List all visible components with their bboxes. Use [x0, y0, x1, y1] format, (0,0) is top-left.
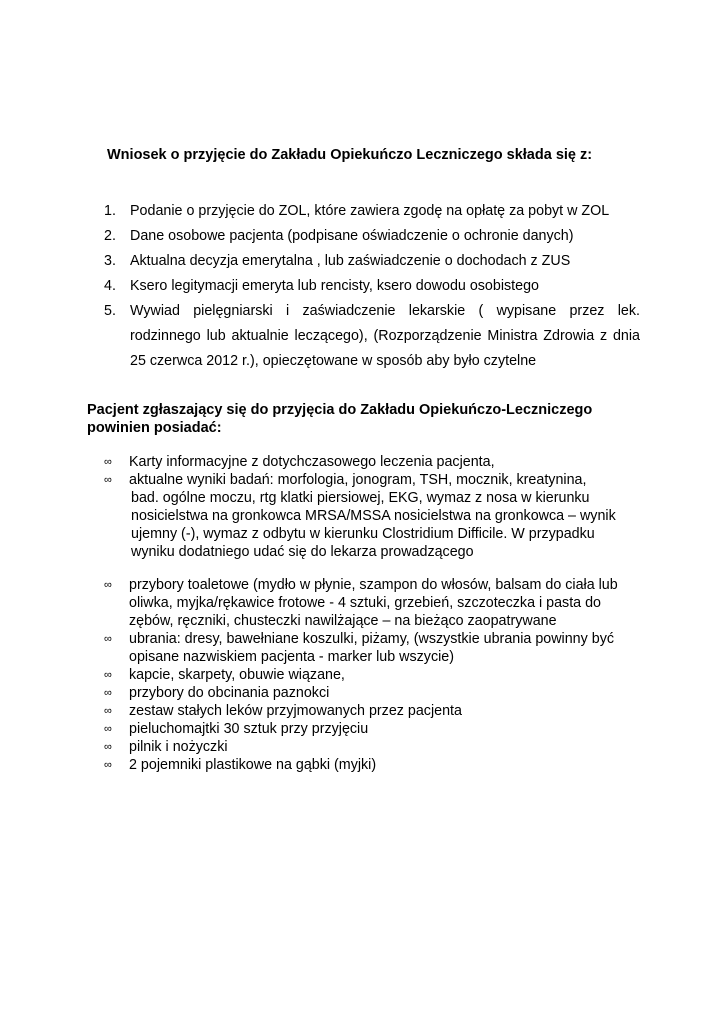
item-number: 5. [104, 303, 116, 319]
item-text-line: Wywiad pielęgniarski i zaświadczenie lekarskie ( wypisane przez lek. [130, 303, 640, 319]
section-title: Pacjent zgłaszający się do przyjęcia do Zakładu Opiekuńczo-Leczniczego powinien posiadać: [87, 402, 593, 436]
list-item [104, 702, 644, 720]
infinity-bullet-icon: ∞ [104, 669, 112, 681]
item-text: 2 pojemniki plastikowe na gąbki (myjki) [129, 757, 377, 773]
infinity-bullet-icon: ∞ [104, 759, 112, 771]
infinity-bullet-icon: ∞ [104, 687, 112, 699]
infinity-bullet-icon: ∞ [104, 723, 112, 735]
document-title: Wniosek o przyjęcie do Zakładu Opiekuńczo Leczniczego składa się z: [107, 147, 593, 163]
infinity-bullet-icon: ∞ [104, 579, 112, 591]
list-item [104, 199, 640, 224]
documents-bullet-list [104, 453, 624, 561]
list-item [104, 630, 644, 666]
item-number: 1. [104, 203, 116, 219]
item-text: kapcie, skarpety, obuwie wiązane, [129, 667, 345, 683]
infinity-bullet-icon: ∞ [104, 633, 112, 645]
list-item [104, 576, 644, 630]
list-item [104, 738, 644, 756]
item-text-continuation: rodzinnego lub aktualnie leczącego), (Rozporządzenie Ministra Zdrowia z dnia 25 czerwca 2012 r.), opieczętowane w sposób aby było czytelne [130, 328, 640, 369]
item-text-continuation: bad. ogólne moczu, rtg klatki piersiowej, EKG, wymaz z nosa w kierunku nosicielstwa na gronkowca MRSA/MSSA nosicielstwa na gronkowca – wynik ujemny (-), wymaz z odbytu w kierunku Clostridium Difficile. W przypadku wyniku dodatniego udać się do lekarza prowadzącego [131, 490, 616, 560]
item-text: ubrania: dresy, bawełniane koszulki, piżamy, (wszystkie ubrania powinny być opisane nazwiskiem pacjenta - marker lub wszycie) [129, 631, 614, 665]
item-text: aktualne wyniki badań: morfologia, jonogram, TSH, mocznik, kreatynina, [129, 472, 587, 488]
list-item [104, 299, 640, 374]
infinity-bullet-icon: ∞ [104, 705, 112, 717]
list-item [104, 249, 640, 274]
item-text: zestaw stałych leków przyjmowanych przez pacjenta [129, 703, 462, 719]
item-text: pilnik i nożyczki [129, 739, 228, 755]
list-item [104, 756, 644, 774]
list-item [104, 720, 644, 738]
item-text: pieluchomajtki 30 sztuk przy przyjęciu [129, 721, 369, 737]
list-item [104, 471, 624, 561]
list-item [104, 453, 624, 471]
item-text: Podanie o przyjęcie do ZOL, które zawiera zgodę na opłatę za pobyt w ZOL [130, 203, 610, 219]
list-item [104, 274, 640, 299]
item-text: Karty informacyjne z dotychczasowego leczenia pacjenta, [129, 454, 495, 470]
list-item [104, 666, 644, 684]
infinity-bullet-icon: ∞ [104, 456, 112, 468]
infinity-bullet-icon: ∞ [104, 741, 112, 753]
item-text: Dane osobowe pacjenta (podpisane oświadczenie o ochronie danych) [130, 228, 574, 244]
list-item [104, 684, 644, 702]
requirements-list [104, 199, 640, 374]
item-number: 3. [104, 253, 116, 269]
item-text: przybory do obcinania paznokci [129, 685, 330, 701]
items-bullet-list [104, 576, 644, 774]
list-item [104, 224, 640, 249]
infinity-bullet-icon: ∞ [104, 474, 112, 486]
item-number: 4. [104, 278, 116, 294]
item-text: przybory toaletowe (mydło w płynie, szampon do włosów, balsam do ciała lub oliwka, myjka/rękawice frotowe - 4 sztuki, grzebień, szczoteczka i pasta do zębów, ręczniki, chusteczki nawilżające – na bieżąco zaopatrywane [129, 577, 618, 629]
item-text: Ksero legitymacji emeryta lub rencisty, ksero dowodu osobistego [130, 278, 539, 294]
item-number: 2. [104, 228, 116, 244]
item-text: Aktualna decyzja emerytalna , lub zaświadczenie o dochodach z ZUS [130, 253, 571, 269]
